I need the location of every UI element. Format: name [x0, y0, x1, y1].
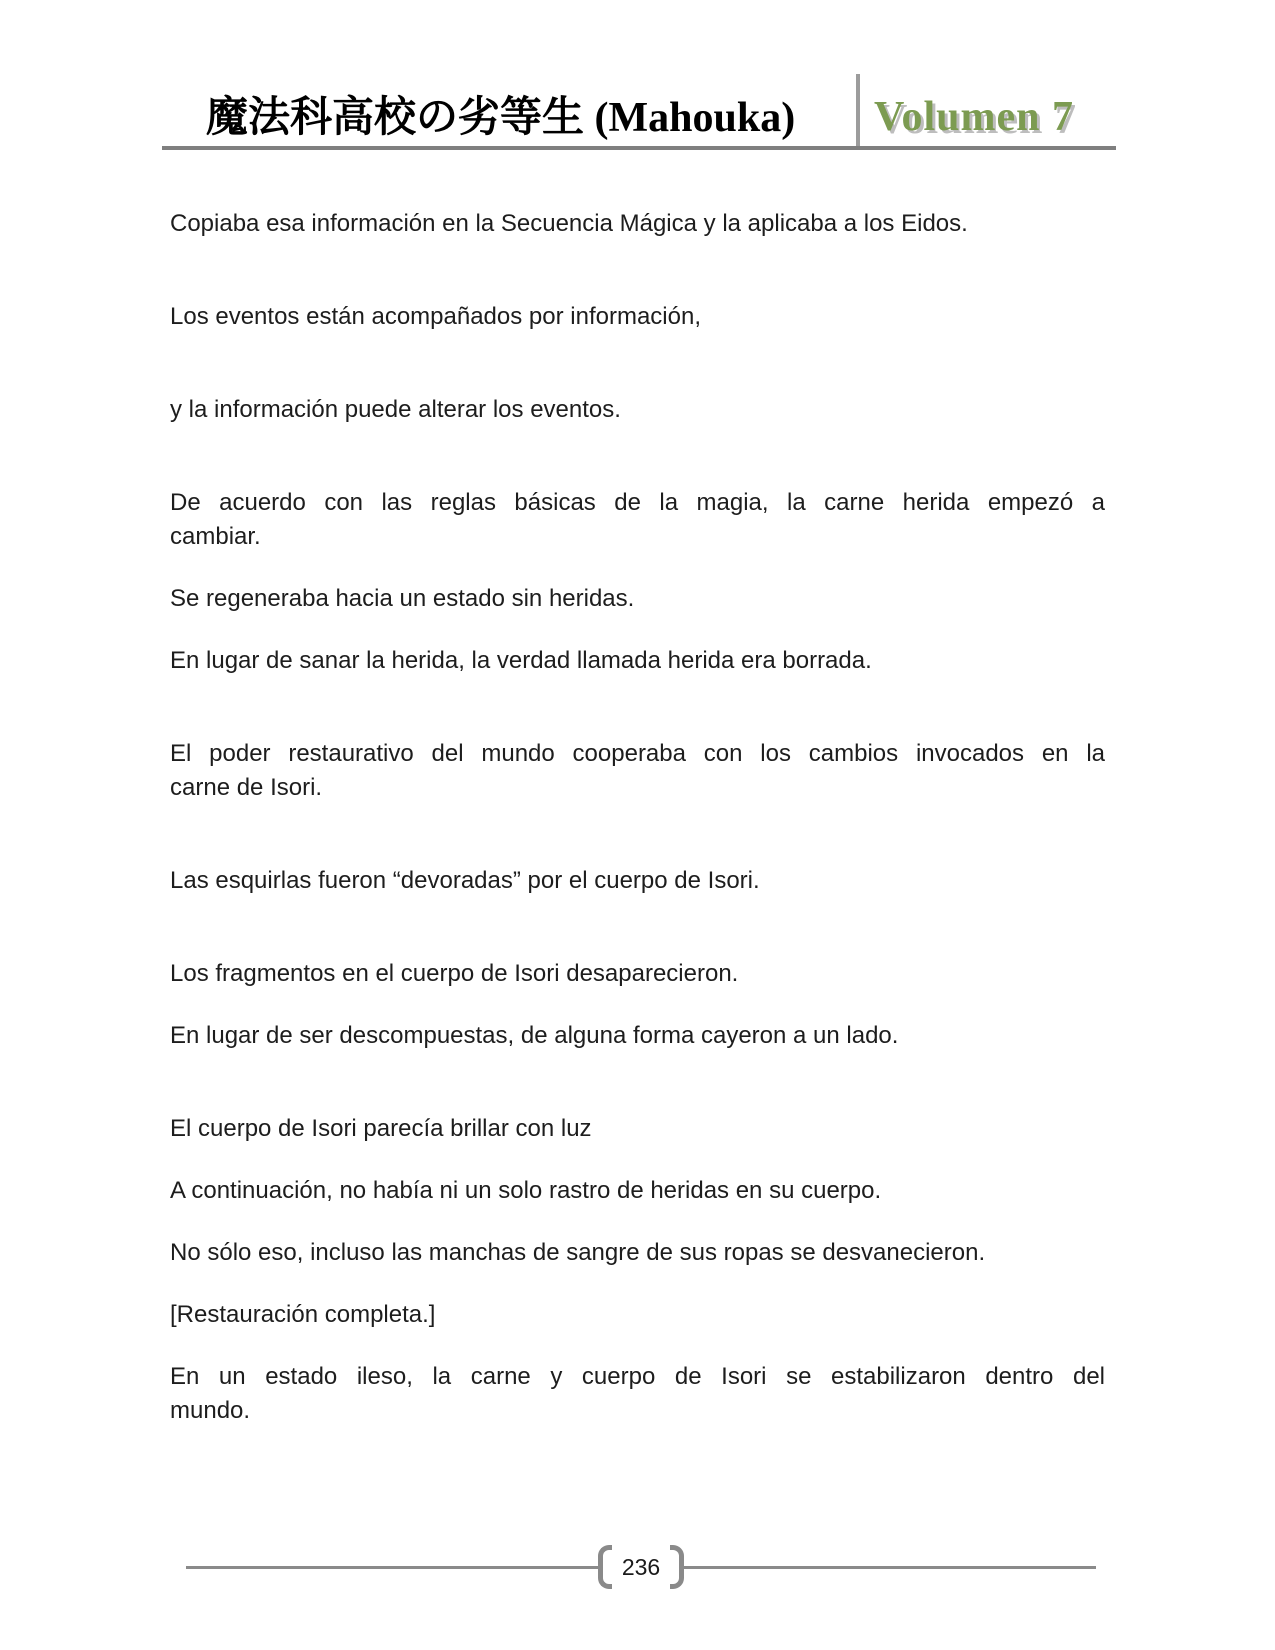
text-line: Se regeneraba hacia un estado sin heridas.	[170, 585, 635, 612]
paragraph	[170, 864, 1105, 898]
text-line: y la información puede alterar los eventos.	[170, 396, 621, 423]
page-footer	[186, 1545, 1096, 1589]
text-line: Los eventos están acompañados por información,	[170, 303, 701, 330]
text-line: cambiar.	[170, 523, 261, 550]
text-line: [Restauración completa.]	[170, 1301, 436, 1328]
text-line: A continuación, no había ni un solo rastro de heridas en su cuerpo.	[170, 1177, 882, 1204]
text-line: En un estado ileso, la carne y cuerpo de Isori se estabilizaron dentro del	[170, 1363, 1105, 1390]
right-bracket-ornament	[670, 1545, 684, 1589]
page-body	[170, 207, 1105, 1428]
paragraph	[170, 737, 1105, 805]
footer-rule-right	[684, 1566, 1096, 1569]
footer-rule-left	[186, 1566, 598, 1569]
text-line: carne de Isori.	[170, 774, 323, 801]
page-header	[162, 0, 1116, 150]
header-row	[162, 74, 1116, 146]
text-line: Copiaba esa información en la Secuencia Mágica y la aplicaba a los Eidos.	[170, 210, 968, 237]
paragraph	[170, 1174, 1105, 1208]
text-line: En lugar de ser descompuestas, de alguna forma cayeron a un lado.	[170, 1022, 899, 1049]
page-number: 236	[621, 1553, 661, 1580]
text-line: mundo.	[170, 1397, 251, 1424]
paragraph	[170, 1236, 1105, 1270]
paragraph	[170, 1019, 1105, 1053]
text-line: El poder restaurativo del mundo cooperaba con los cambios invocados en la	[170, 740, 1105, 767]
text-line: No sólo eso, incluso las manchas de sangre de sus ropas se desvanecieron.	[170, 1239, 986, 1266]
paragraph	[170, 393, 1105, 427]
text-line: De acuerdo con las reglas básicas de la magia, la carne herida empezó a	[170, 489, 1105, 516]
text-line: Los fragmentos en el cuerpo de Isori desaparecieron.	[170, 960, 739, 987]
paragraph	[170, 1112, 1105, 1146]
text-line: En lugar de sanar la herida, la verdad llamada herida era borrada.	[170, 647, 872, 674]
paragraph	[170, 644, 1105, 678]
paragraph	[170, 957, 1105, 991]
paragraph	[170, 1298, 1105, 1332]
paragraph	[170, 1360, 1105, 1428]
header-divider-bar	[856, 74, 860, 146]
page-title: 魔法科高校の劣等生 (Mahouka)	[206, 95, 796, 141]
volume-label: Volumen 7	[874, 94, 1074, 140]
left-bracket-ornament	[598, 1545, 612, 1589]
paragraph	[170, 207, 1105, 241]
paragraph	[170, 582, 1105, 616]
text-line: El cuerpo de Isori parecía brillar con luz	[170, 1115, 592, 1142]
text-line: Las esquirlas fueron “devoradas” por el cuerpo de Isori.	[170, 867, 760, 894]
paragraph	[170, 486, 1105, 554]
paragraph	[170, 300, 1105, 334]
